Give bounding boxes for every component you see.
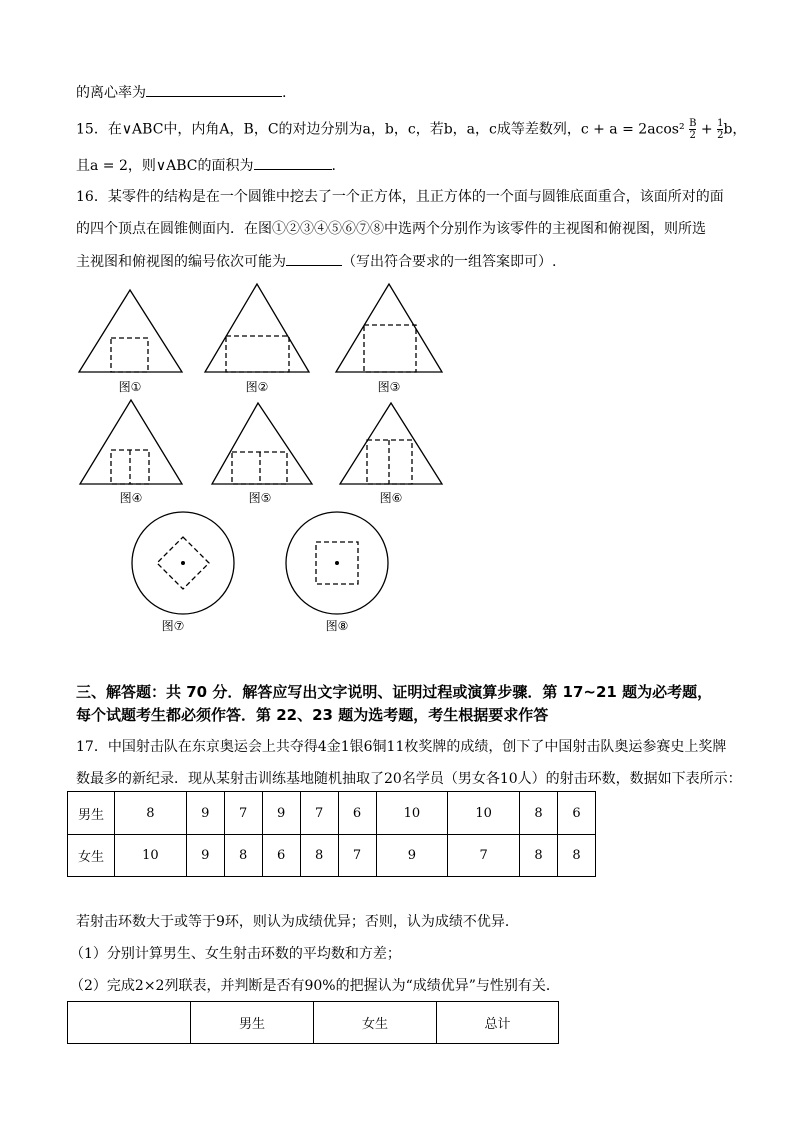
table-cell: 7 xyxy=(448,835,520,877)
caption-fig-5: 图⑤ xyxy=(248,491,272,505)
caption-fig-7: 图⑦ xyxy=(161,619,185,633)
frac-num: 1 xyxy=(717,118,724,129)
section-3-heading-2: 每个试题考生都必须作答．第 22、23 题为选考题，考生根据要求作答 xyxy=(76,706,549,724)
caption-fig-6: 图⑥ xyxy=(379,491,403,505)
table-cell: 8 xyxy=(557,835,595,877)
table-cell: 7 xyxy=(338,835,376,877)
question-17-line-1: 17．中国射击队在东京奥运会上共夺得4金1银6铜11枚奖牌的成绩，创下了中国射击队奥运参赛史上奖牌 xyxy=(76,739,727,755)
figure-3-triangle xyxy=(336,284,442,372)
table-cell: 10 xyxy=(448,792,520,835)
table-row-male xyxy=(68,792,596,835)
center-dot xyxy=(335,561,339,565)
q15-suffix: b， xyxy=(723,121,747,138)
question-16-line-1: 16．某零件的结构是在一个圆锥中挖去了一个正方体，且正方体的一个面与圆锥底面重合，该面所对的面 xyxy=(76,189,724,205)
period: . xyxy=(331,158,336,174)
table-cell: 8 xyxy=(224,835,262,877)
table-cell: 9 xyxy=(262,792,300,835)
q15-prefix: 15．在∨ABC中，内角A，B，C的对边分别为a，b，c，若b，a，c成等差数列，c + a = 2acos² xyxy=(76,121,685,138)
row-label-male: 男生 xyxy=(68,792,115,835)
plus-sign: + xyxy=(700,121,713,138)
center-dot xyxy=(181,561,185,565)
frac-den: 2 xyxy=(717,130,724,141)
table-cell: 8 xyxy=(300,835,338,877)
table-cell: 8 xyxy=(115,792,187,835)
table-row-female xyxy=(68,835,596,877)
table-cell: 8 xyxy=(520,792,558,835)
contingency-header-male: 男生 xyxy=(191,1002,314,1044)
contingency-table xyxy=(67,1001,559,1044)
frac-num: B xyxy=(689,118,697,129)
q15-line2-text: 且a = 2，则∨ABC的面积为 xyxy=(76,158,254,174)
part-1-text: （1）分别计算男生、女生射击环数的平均数和方差； xyxy=(70,946,401,962)
contingency-header-row xyxy=(68,1002,559,1044)
table-cell: 10 xyxy=(376,792,448,835)
question-17-line-2: 数最多的新纪录．现从某射击训练基地随机抽取了20名学员（男女各10人）的射击环数，数据如下表所示： xyxy=(76,771,742,787)
table-cell: 9 xyxy=(186,835,224,877)
figure-2-triangle xyxy=(205,284,309,372)
caption-fig-8: 图⑧ xyxy=(325,619,349,633)
part-2-text: （2）完成2×2列联表，并判断是否有90%的把握认为“成绩优异”与性别有关． xyxy=(70,978,560,994)
contingency-header-female: 女生 xyxy=(314,1002,437,1044)
caption-fig-4: 图④ xyxy=(119,491,143,505)
figure-1-triangle xyxy=(79,290,182,372)
scores-table xyxy=(67,791,596,877)
question-16-line-2: 的四个顶点在圆锥侧面内．在图①②③④⑤⑥⑦⑧中选两个分别作为该零件的主视图和俯视图，则所选 xyxy=(76,221,706,237)
criterion-text: 若射击环数大于或等于9环，则认为成绩优异；否则，认为成绩不优异． xyxy=(76,914,519,930)
figure-6-triangle xyxy=(340,403,442,484)
eccentricity-text: 的离心率为 xyxy=(76,85,146,101)
figure-5-triangle xyxy=(212,403,312,484)
table-cell: 6 xyxy=(557,792,595,835)
q16-line3-text: 主视图和俯视图的编号依次可能为 xyxy=(76,254,286,270)
contingency-header-total: 总计 xyxy=(437,1002,559,1044)
section-3-heading-1: 三、解答题：共 70 分．解答应写出文字说明、证明过程或演算步骤．第 17~21 题为必考题， xyxy=(76,683,713,701)
q16-line3-suffix: （写出符合要求的一组答案即可）. xyxy=(342,254,557,270)
table-cell: 9 xyxy=(376,835,448,877)
table-cell: 7 xyxy=(300,792,338,835)
figure-4-triangle xyxy=(80,400,182,484)
table-cell: 7 xyxy=(224,792,262,835)
table-cell: 9 xyxy=(186,792,224,835)
caption-fig-2: 图② xyxy=(245,380,269,394)
table-cell: 8 xyxy=(520,835,558,877)
table-cell: 6 xyxy=(338,792,376,835)
frac-den: 2 xyxy=(689,130,696,141)
table-cell: 10 xyxy=(115,835,187,877)
contingency-header-empty xyxy=(68,1002,191,1044)
caption-fig-1: 图① xyxy=(118,380,142,394)
caption-fig-3: 图③ xyxy=(377,380,401,394)
period: . xyxy=(282,85,287,101)
table-cell: 6 xyxy=(262,835,300,877)
row-label-female: 女生 xyxy=(68,835,115,877)
